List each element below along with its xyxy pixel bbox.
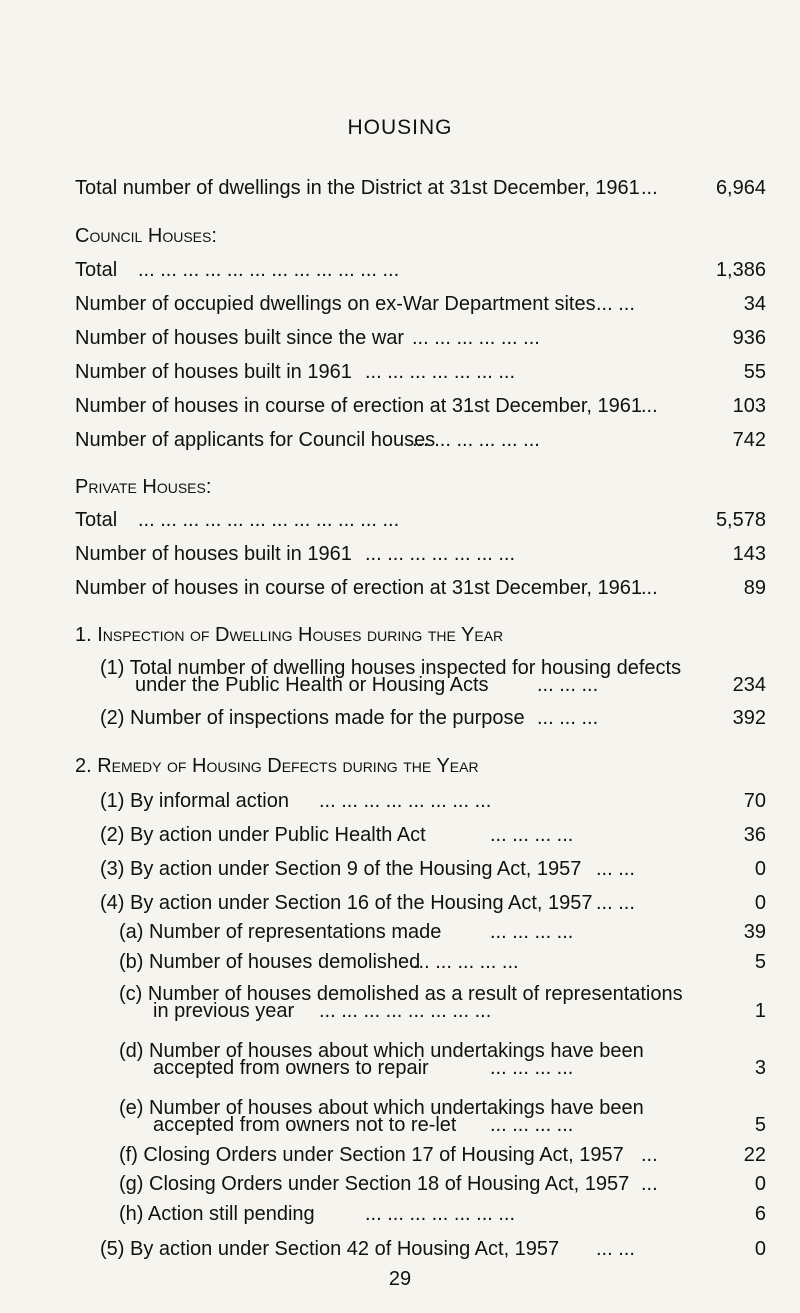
leader-dots: ... (641, 177, 658, 199)
representations-label: (a) Number of representations made (119, 921, 442, 943)
private-houses-heading: Private Houses: (75, 476, 212, 498)
private-erection-label: Number of houses in course of erection at 31st December, 1961 (75, 577, 642, 599)
leader-dots: ... ... ... ... (490, 1114, 574, 1136)
section-2-row (0, 996, 800, 1026)
leader-dots: ... ... (596, 892, 635, 914)
leader-dots: ... ... ... ... (490, 1057, 574, 1079)
leader-dots: ... ... ... ... (490, 921, 574, 943)
council-row (0, 357, 800, 387)
section-2-row (0, 1199, 800, 1229)
section-2-row (0, 947, 800, 977)
private-built-1961-label: Number of houses built in 1961 (75, 543, 352, 565)
council-row (0, 255, 800, 285)
section-2-row (0, 786, 800, 816)
section-1-heading: 1. Inspection of Dwelling Houses during the Year (75, 624, 504, 646)
total-dwellings-value: 6,964 (715, 177, 766, 199)
leader-dots: ... (641, 577, 658, 599)
page-title: HOUSING (347, 116, 453, 139)
section-1-item-2-row (0, 703, 800, 733)
private-total-label: Total (75, 509, 118, 531)
undertakings-repair-value: 3 (754, 1057, 766, 1079)
council-built-1961-value: 55 (743, 361, 766, 383)
council-total-value: 1,386 (715, 259, 766, 281)
demolished-previous-line-1: (c) Number of houses demolished as a result of representations (119, 983, 683, 1005)
undertakings-repair-line-1: (d) Number of houses about which undertakings have been (119, 1040, 644, 1062)
section-1-item-1-value: 234 (732, 674, 766, 696)
section-2-row (0, 1140, 800, 1170)
representations-value: 39 (743, 921, 766, 943)
section-1-item-1-line-2: under the Public Health or Housing Acts (135, 674, 489, 696)
private-row (0, 505, 800, 535)
leader-dots: ... ... ... ... ... ... ... (365, 361, 516, 383)
section-1-item-2-label: (2) Number of inspections made for the purpose (100, 707, 525, 729)
council-row (0, 323, 800, 353)
private-row (0, 539, 800, 569)
page-number: 29 (388, 1268, 412, 1290)
council-applicants-label: Number of applicants for Council houses (75, 429, 436, 451)
leader-dots: ... ... ... ... (490, 824, 574, 846)
informal-action-label: (1) By informal action (100, 790, 289, 812)
section-2-row (0, 1169, 800, 1199)
council-row (0, 289, 800, 319)
undertakings-relet-value: 5 (754, 1114, 766, 1136)
total-dwellings-label: Total number of dwellings in the District at 31st December, 1961 (75, 177, 640, 199)
leader-dots: ... ... (596, 1238, 635, 1260)
section-16-label: (4) By action under Section 16 of the Housing Act, 1957 (100, 892, 593, 914)
public-health-act-value: 36 (743, 824, 766, 846)
leader-dots: ... (641, 1173, 658, 1195)
total-dwellings-row (0, 173, 800, 203)
leader-dots: ... ... ... ... ... ... (412, 327, 540, 349)
leader-dots: ... ... ... ... ... ... ... ... (319, 1000, 492, 1022)
section-2-row (0, 888, 800, 918)
informal-action-value: 70 (743, 790, 766, 812)
section-2-heading: 2. Remedy of Housing Defects during the Year (75, 755, 479, 777)
leader-dots: ... ... ... ... ... (413, 951, 519, 973)
undertakings-relet-line-2: accepted from owners not to re-let (153, 1114, 457, 1136)
private-total-value: 5,578 (715, 509, 766, 531)
leader-dots: ... ... ... (537, 707, 599, 729)
section-2-row (0, 917, 800, 947)
section-9-label: (3) By action under Section 9 of the Housing Act, 1957 (100, 858, 582, 880)
leader-dots: ... ... (596, 858, 635, 880)
section-1-item-1-row (0, 670, 800, 700)
section-2-row (0, 854, 800, 884)
demolished-label: (b) Number of houses demolished (119, 951, 421, 973)
section-9-value: 0 (754, 858, 766, 880)
demolished-previous-value: 1 (754, 1000, 766, 1022)
leader-dots: ... ... ... ... ... ... ... (365, 543, 516, 565)
council-erection-value: 103 (732, 395, 766, 417)
council-houses-heading: Council Houses: (75, 225, 217, 247)
leader-dots: ... (641, 395, 658, 417)
leader-dots: ... ... ... ... ... ... (412, 429, 540, 451)
undertakings-relet-line-1: (e) Number of houses about which undertakings have been (119, 1097, 644, 1119)
section-42-value: 0 (754, 1238, 766, 1260)
council-since-war-value: 936 (732, 327, 766, 349)
council-war-dept-value: 34 (743, 293, 766, 315)
section-1-item-2-value: 392 (732, 707, 766, 729)
leader-dots: ... ... (596, 293, 635, 315)
private-built-1961-value: 143 (732, 543, 766, 565)
leader-dots: ... ... ... ... ... ... ... (365, 1203, 516, 1225)
section-2-row (0, 820, 800, 850)
action-pending-label: (h) Action still pending (119, 1203, 315, 1225)
demolished-value: 5 (754, 951, 766, 973)
closing-orders-18-label: (g) Closing Orders under Section 18 of Housing Act, 1957 (119, 1173, 630, 1195)
council-since-war-label: Number of houses built since the war (75, 327, 405, 349)
private-erection-value: 89 (743, 577, 766, 599)
section-2-row (0, 1053, 800, 1083)
private-row (0, 573, 800, 603)
council-row (0, 425, 800, 455)
council-built-1961-label: Number of houses built in 1961 (75, 361, 352, 383)
section-2-row (0, 1234, 800, 1264)
undertakings-repair-line-2: accepted from owners to repair (153, 1057, 429, 1079)
public-health-act-label: (2) By action under Public Health Act (100, 824, 426, 846)
section-16-value: 0 (754, 892, 766, 914)
section-1-item-1-line-1: (1) Total number of dwelling houses inspected for housing defects (100, 657, 682, 679)
closing-orders-17-value: 22 (743, 1144, 766, 1166)
council-total-label: Total (75, 259, 118, 281)
section-42-label: (5) By action under Section 42 of Housing Act, 1957 (100, 1238, 560, 1260)
leader-dots: ... ... ... ... ... ... ... ... ... ... ... ... (138, 509, 400, 531)
council-row (0, 391, 800, 421)
leader-dots: ... ... ... (537, 674, 599, 696)
demolished-previous-line-2: in previous year (153, 1000, 295, 1022)
leader-dots: ... ... ... ... ... ... ... ... (319, 790, 492, 812)
council-war-dept-label: Number of occupied dwellings on ex-War Department sites (75, 293, 596, 315)
section-2-row (0, 1110, 800, 1140)
action-pending-value: 6 (754, 1203, 766, 1225)
leader-dots: ... (641, 1144, 658, 1166)
council-erection-label: Number of houses in course of erection at 31st December, 1961 (75, 395, 642, 417)
leader-dots: ... ... ... ... ... ... ... ... ... ... ... ... (138, 259, 400, 281)
closing-orders-17-label: (f) Closing Orders under Section 17 of Housing Act, 1957 (119, 1144, 624, 1166)
closing-orders-18-value: 0 (754, 1173, 766, 1195)
council-applicants-value: 742 (732, 429, 766, 451)
